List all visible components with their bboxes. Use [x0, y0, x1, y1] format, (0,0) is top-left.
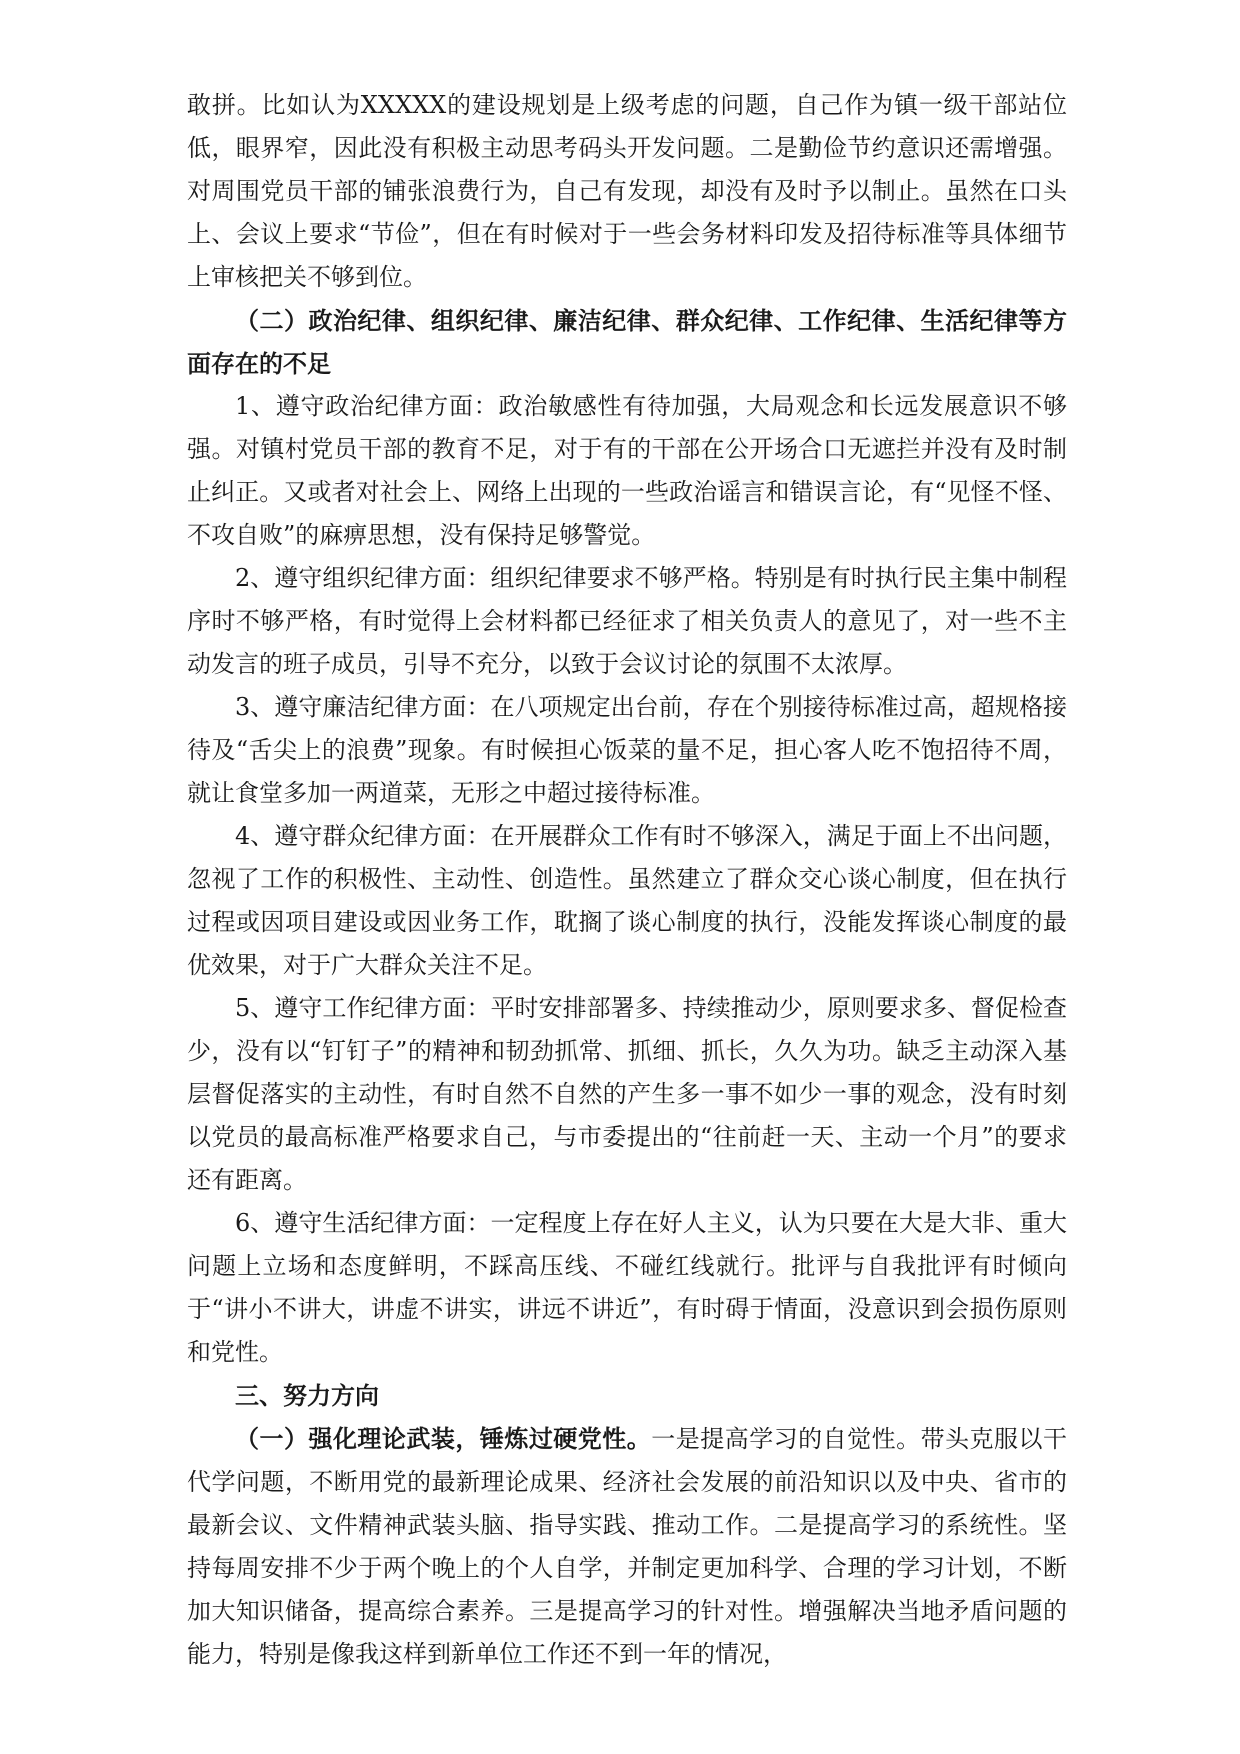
document-body: [187, 84, 1067, 1676]
paragraph-continued: 敢拼。比如认为XXXXX的建设规划是上级考虑的问题，自己作为镇一级干部站位低，眼界窄，因此没有积极主动思考码头开发问题。二是勤俭节约意识还需增强。对周围党员干部的铺张浪费行为，自己有发现，却没有及时予以制止。虽然在口头上、会议上要求“节俭”，但在有时候对于一些会务材料印发及招待标准等具体细节上审核把关不够到位。: [187, 91, 1067, 291]
paragraph-lead-heading: （一）强化理论武装，锤炼过硬党性。: [235, 1424, 652, 1453]
paragraph-work-discipline: 5、遵守工作纪律方面：平时安排部署多、持续推动少，原则要求多、督促检查少，没有以“钉钉子”的精神和韧劲抓常、抓细、抓长，久久为功。缺乏主动深入基层督促落实的主动性，有时自然不自然的产生多一事不如少一事的观念，没有时刻以党员的最高标准严格要求自己，与市委提出的“往前赶一天、主动一个月”的要求还有距离。: [187, 994, 1067, 1194]
paragraph-theory-armament: [187, 1417, 1067, 1676]
paragraph-integrity-discipline: 3、遵守廉洁纪律方面：在八项规定出台前，存在个别接待标准过高，超规格接待及“舌尖上的浪费”现象。有时候担心饭菜的量不足，担心客人吃不饱招待不周，就让食堂多加一两道菜，无形之中超过接待标准。: [187, 693, 1067, 807]
paragraph-life-discipline: 6、遵守生活纪律方面：一定程度上存在好人主义，认为只要在大是大非、重大问题上立场和态度鲜明，不踩高压线、不碰红线就行。批评与自我批评有时倾向于“讲小不讲大，讲虚不讲实，讲远不讲近”，有时碍于情面，没意识到会损伤原则和党性。: [187, 1209, 1067, 1366]
paragraph-mass-discipline: 4、遵守群众纪律方面：在开展群众工作有时不够深入，满足于面上不出问题，忽视了工作的积极性、主动性、创造性。虽然建立了群众交心谈心制度，但在执行过程或因项目建设或因业务工作，耽搁了谈心制度的执行，没能发挥谈心制度的最优效果，对于广大群众关注不足。: [187, 822, 1067, 979]
section-heading-direction: 三、努力方向: [235, 1381, 379, 1410]
paragraph-organizational-discipline: 2、遵守组织纪律方面：组织纪律要求不够严格。特别是有时执行民主集中制程序时不够严格，有时觉得上会材料都已经征求了相关负责人的意见了，对一些不主动发言的班子成员，引导不充分，以致于会议讨论的氛围不太浓厚。: [187, 564, 1067, 678]
paragraph-body-text: 一是提高学习的自觉性。带头克服以干代学问题，不断用党的最新理论成果、经济社会发展的前沿知识以及中央、省市的最新会议、文件精神武装头脑、指导实践、推动工作。二是提高学习的系统性。坚持每周安排不少于两个晚上的个人自学，并制定更加科学、合理的学习计划，不断加大知识储备，提高综合素养。三是提高学习的针对性。增强解决当地矛盾问题的能力，特别是像我这样到新单位工作还不到一年的情况，: [187, 1425, 1068, 1668]
paragraph-political-discipline: 1、遵守政治纪律方面：政治敏感性有待加强，大局观念和长远发展意识不够强。对镇村党员干部的教育不足，对于有的干部在公开场合口无遮拦并没有及时制止纠正。又或者对社会上、网络上出现的一些政治谣言和错误言论，有“见怪不怪、不攻自败”的麻痹思想，没有保持足够警觉。: [187, 392, 1067, 549]
section-heading-discipline: （二）政治纪律、组织纪律、廉洁纪律、群众纪律、工作纪律、生活纪律等方面存在的不足: [187, 306, 1067, 378]
